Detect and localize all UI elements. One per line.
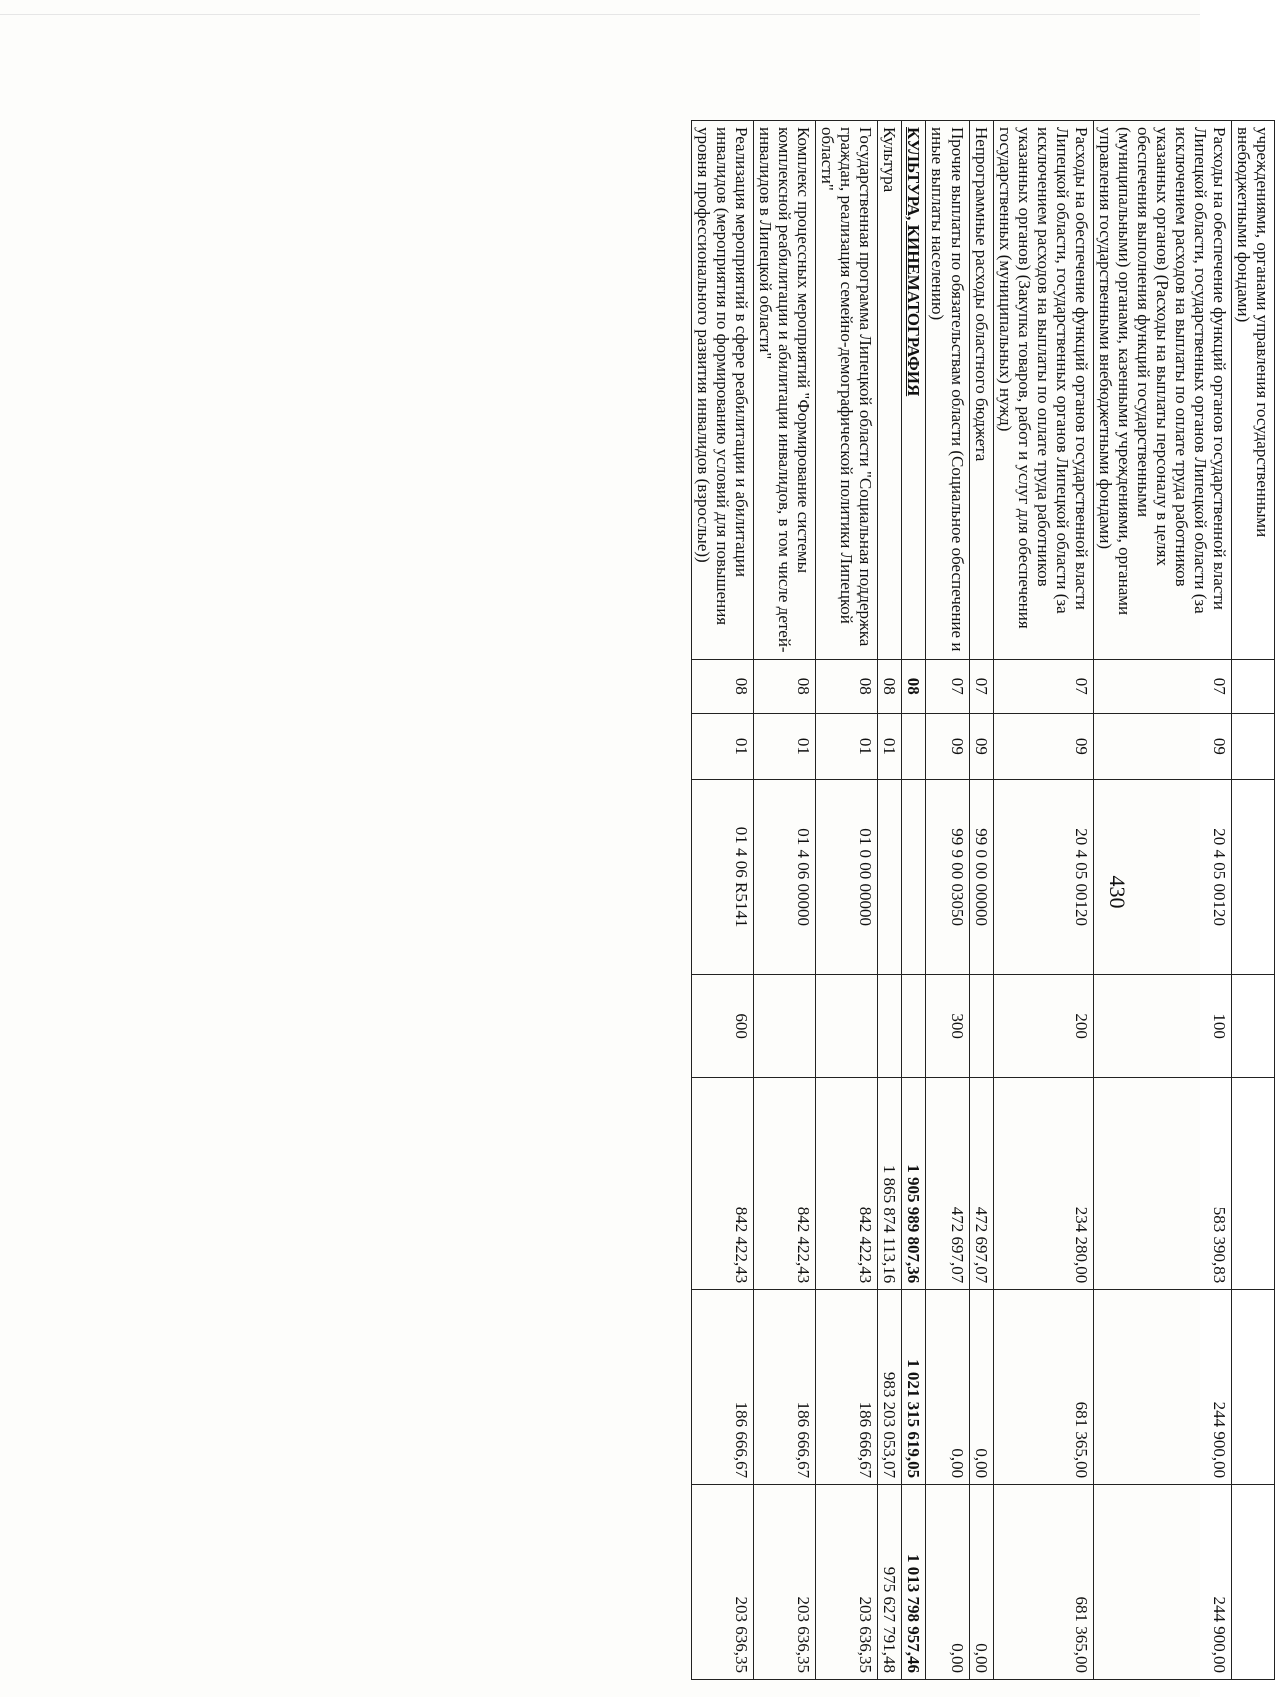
cell-amount-year1-text: 842 422,43: [794, 1206, 814, 1284]
cell-vr: [926, 975, 969, 1078]
cell-vr: [1093, 975, 1231, 1078]
table-row: [878, 121, 902, 1680]
cell-vr: [902, 975, 926, 1078]
cell-pr: [1231, 713, 1274, 779]
cell-amount-year2: [1231, 1290, 1274, 1485]
cell-csr-text: 20 4 05 00120: [1209, 828, 1229, 926]
cell-rz-text: 08: [732, 677, 752, 695]
cell-amount-year3-text: 203 636,35: [794, 1596, 814, 1673]
cell-amount-year1-text: 842 422,43: [856, 1206, 876, 1284]
cell-csr: [1093, 780, 1231, 975]
cell-pr: [902, 713, 926, 779]
scan-edge-line: [0, 14, 1200, 15]
cell-pr-text: 09: [971, 737, 991, 755]
cell-rz: [993, 659, 1093, 713]
cell-pr: [692, 713, 754, 779]
cell-name-text: Государственная программа Липецкой области "Социальная поддержка граждан, реализация семейно-демографической политики Липецкой области": [818, 127, 876, 647]
table-row: [692, 121, 754, 1680]
cell-vr-text: 600: [732, 1013, 752, 1039]
cell-name-text: Реализация мероприятий в сфере реабилитации и абилитации инвалидов (мероприятия по формированию условий для повышения уровня профессионального развития инвалидов (взрослые)): [694, 127, 752, 626]
cell-amount-year3: [816, 1485, 878, 1680]
cell-vr: [993, 975, 1093, 1078]
cell-vr: [754, 975, 816, 1078]
cell-csr: [969, 780, 993, 975]
cell-csr: [993, 780, 1093, 975]
table-row: [816, 121, 878, 1680]
cell-name-text: Комплекс процессных мероприятий "Формирование системы комплексной реабилитации и абилитации инвалидов, в том числе детей-инвалидов в Липецкой области": [756, 127, 814, 653]
cell-name: [1093, 121, 1231, 660]
cell-pr: [993, 713, 1093, 779]
cell-amount-year3: [926, 1485, 969, 1680]
cell-amount-year2-text: 681 365,00: [1071, 1401, 1091, 1479]
cell-csr-text: 99 0 00 00000: [971, 828, 991, 926]
cell-vr-text: 100: [1209, 1013, 1229, 1039]
table-row: [1231, 121, 1274, 1680]
cell-rz-text: 08: [856, 677, 876, 695]
cell-name-text: учреждениями, органами управления государственными внебюджетными фондами): [1233, 127, 1272, 538]
cell-amount-year1: [754, 1078, 816, 1290]
cell-vr: [878, 975, 902, 1078]
cell-csr: [926, 780, 969, 975]
cell-name: [816, 121, 878, 660]
cell-rz: [878, 659, 902, 713]
cell-name-text: Непрограммные расходы областного бюджета: [971, 127, 991, 462]
cell-amount-year2: [754, 1290, 816, 1485]
cell-amount-year3-text: 203 636,35: [732, 1596, 752, 1673]
cell-amount-year3-text: 0,00: [971, 1643, 991, 1673]
cell-amount-year2: [878, 1290, 902, 1485]
cell-csr-text: 01 4 06 00000: [794, 828, 814, 926]
cell-amount-year1-text: 1 905 989 807,36: [904, 1164, 924, 1284]
cell-csr: [754, 780, 816, 975]
cell-rz-text: 08: [880, 677, 900, 695]
cell-amount-year3: [993, 1485, 1093, 1680]
cell-rz: [1231, 659, 1274, 713]
cell-rz-text: 08: [904, 677, 924, 695]
cell-csr: [692, 780, 754, 975]
cell-pr: [926, 713, 969, 779]
cell-amount-year3: [902, 1485, 926, 1680]
cell-rz: [816, 659, 878, 713]
cell-csr-text: 20 4 05 00120: [1071, 828, 1091, 926]
cell-amount-year1: [969, 1078, 993, 1290]
cell-name: [969, 121, 993, 660]
cell-csr: [902, 780, 926, 975]
cell-pr-text: 09: [1071, 737, 1091, 755]
cell-amount-year3-text: 1 013 798 957,46: [904, 1554, 924, 1673]
table-row: [926, 121, 969, 1680]
cell-amount-year2-text: 0,00: [947, 1448, 967, 1479]
cell-rz-text: 07: [971, 677, 991, 695]
cell-amount-year1: [816, 1078, 878, 1290]
cell-csr: [878, 780, 902, 975]
cell-amount-year1-text: 583 390,83: [1209, 1206, 1229, 1284]
cell-amount-year1: [692, 1078, 754, 1290]
cell-amount-year3: [1231, 1485, 1274, 1680]
cell-amount-year2-text: 0,00: [971, 1448, 991, 1479]
cell-amount-year2-text: 186 666,67: [732, 1401, 752, 1479]
cell-pr: [878, 713, 902, 779]
cell-pr-text: 01: [794, 737, 814, 755]
cell-pr: [816, 713, 878, 779]
table-row: [993, 121, 1093, 1680]
cell-name: [993, 121, 1093, 660]
cell-rz-text: 07: [1209, 677, 1229, 695]
cell-amount-year1: [1231, 1078, 1274, 1290]
cell-csr-text: 01 4 06 R5141: [732, 826, 752, 928]
cell-pr-text: 01: [856, 737, 876, 755]
cell-csr-text: 01 0 00 00000: [856, 828, 876, 926]
cell-amount-year3-text: 244 900,00: [1209, 1596, 1229, 1673]
cell-name-text: Культура: [880, 127, 900, 193]
cell-pr-text: 09: [947, 737, 967, 755]
cell-name: [754, 121, 816, 660]
cell-vr: [969, 975, 993, 1078]
cell-rz: [926, 659, 969, 713]
cell-vr-text: 300: [947, 1013, 967, 1039]
cell-amount-year2-text: 186 666,67: [856, 1401, 876, 1479]
cell-vr: [816, 975, 878, 1078]
table-row: [969, 121, 993, 1680]
cell-pr-text: 01: [880, 737, 900, 755]
cell-amount-year2: [902, 1290, 926, 1485]
cell-amount-year2: [993, 1290, 1093, 1485]
cell-pr-text: 01: [732, 737, 752, 755]
cell-amount-year2: [1093, 1290, 1231, 1485]
cell-rz: [902, 659, 926, 713]
cell-amount-year2: [926, 1290, 969, 1485]
cell-vr: [692, 975, 754, 1078]
rotated-table-wrapper: [120, 120, 1275, 1680]
cell-name-text: КУЛЬТУРА, КИНЕМАТОГРАФИЯ: [904, 127, 924, 397]
cell-rz-text: 07: [947, 677, 967, 695]
cell-name-text: Расходы на обеспечение функций органов государственной власти Липецкой области, государственных органов Липецкой области (за исключением расходов на выплаты по оплате труда работников указанных органов) (Закупка товаров, работ и услуг для обеспечения государственных (муниципальных) нужд): [995, 127, 1091, 629]
cell-rz-text: 08: [794, 677, 814, 695]
cell-amount-year3: [692, 1485, 754, 1680]
cell-pr: [969, 713, 993, 779]
cell-csr: [1231, 780, 1274, 975]
cell-amount-year1-text: 472 697,07: [971, 1206, 991, 1284]
cell-name: [902, 121, 926, 660]
cell-amount-year3: [969, 1485, 993, 1680]
cell-pr-text: 09: [1209, 737, 1229, 755]
cell-name: [1231, 121, 1274, 660]
cell-amount-year2-text: 1 021 315 619,05: [904, 1359, 924, 1479]
cell-name: [692, 121, 754, 660]
cell-rz: [1093, 659, 1231, 713]
cell-amount-year1-text: 472 697,07: [947, 1206, 967, 1284]
cell-csr: [816, 780, 878, 975]
table-row: [902, 121, 926, 1680]
cell-name: [878, 121, 902, 660]
cell-rz: [754, 659, 816, 713]
cell-csr-text: 99 9 00 03050: [947, 828, 967, 926]
cell-pr: [754, 713, 816, 779]
cell-amount-year2: [969, 1290, 993, 1485]
cell-amount-year3-text: 681 365,00: [1071, 1596, 1091, 1673]
cell-name: [926, 121, 969, 660]
cell-rz: [969, 659, 993, 713]
cell-amount-year1-text: 1 865 874 113,16: [880, 1164, 900, 1284]
cell-amount-year1-text: 842 422,43: [732, 1206, 752, 1284]
cell-amount-year3-text: 975 627 791,48: [880, 1566, 900, 1673]
cell-amount-year2-text: 983 203 053,07: [880, 1371, 900, 1479]
cell-name-text: Расходы на обеспечение функций органов государственной власти Липецкой области, государственных органов Липецкой области (за исключением расходов на выплаты по оплате труда работников указанных органов) (Расходы на выплаты персоналу в целях обеспечения выполнения функций государственными (муниципальными) органами, казенными учреждениями, органами управления государственными внебюджетными фондами): [1095, 127, 1229, 616]
cell-amount-year1: [1093, 1078, 1231, 1290]
cell-amount-year3: [1093, 1485, 1231, 1680]
cell-vr-text: 200: [1071, 1013, 1091, 1039]
table-row: [1093, 121, 1231, 1680]
cell-amount-year3: [878, 1485, 902, 1680]
page-number: 430: [1105, 875, 1130, 909]
cell-amount-year1: [902, 1078, 926, 1290]
cell-amount-year1: [993, 1078, 1093, 1290]
cell-amount-year1-text: 234 280,00: [1071, 1206, 1091, 1284]
cell-amount-year1: [878, 1078, 902, 1290]
cell-amount-year2-text: 186 666,67: [794, 1401, 814, 1479]
cell-amount-year3-text: 0,00: [947, 1643, 967, 1673]
cell-amount-year3: [754, 1485, 816, 1680]
cell-pr: [1093, 713, 1231, 779]
cell-rz: [692, 659, 754, 713]
cell-amount-year1: [926, 1078, 969, 1290]
cell-amount-year2: [692, 1290, 754, 1485]
table-row: [754, 121, 816, 1680]
cell-rz-text: 07: [1071, 677, 1091, 695]
cell-amount-year2: [816, 1290, 878, 1485]
cell-amount-year3-text: 203 636,35: [856, 1596, 876, 1673]
cell-vr: [1231, 975, 1274, 1078]
cell-name-text: Прочие выплаты по обязательствам области (Социальное обеспечение и иные выплаты населению): [928, 127, 967, 652]
budget-table: [691, 120, 1275, 1680]
cell-amount-year2-text: 244 900,00: [1209, 1401, 1229, 1479]
table-body: [692, 121, 1275, 1680]
